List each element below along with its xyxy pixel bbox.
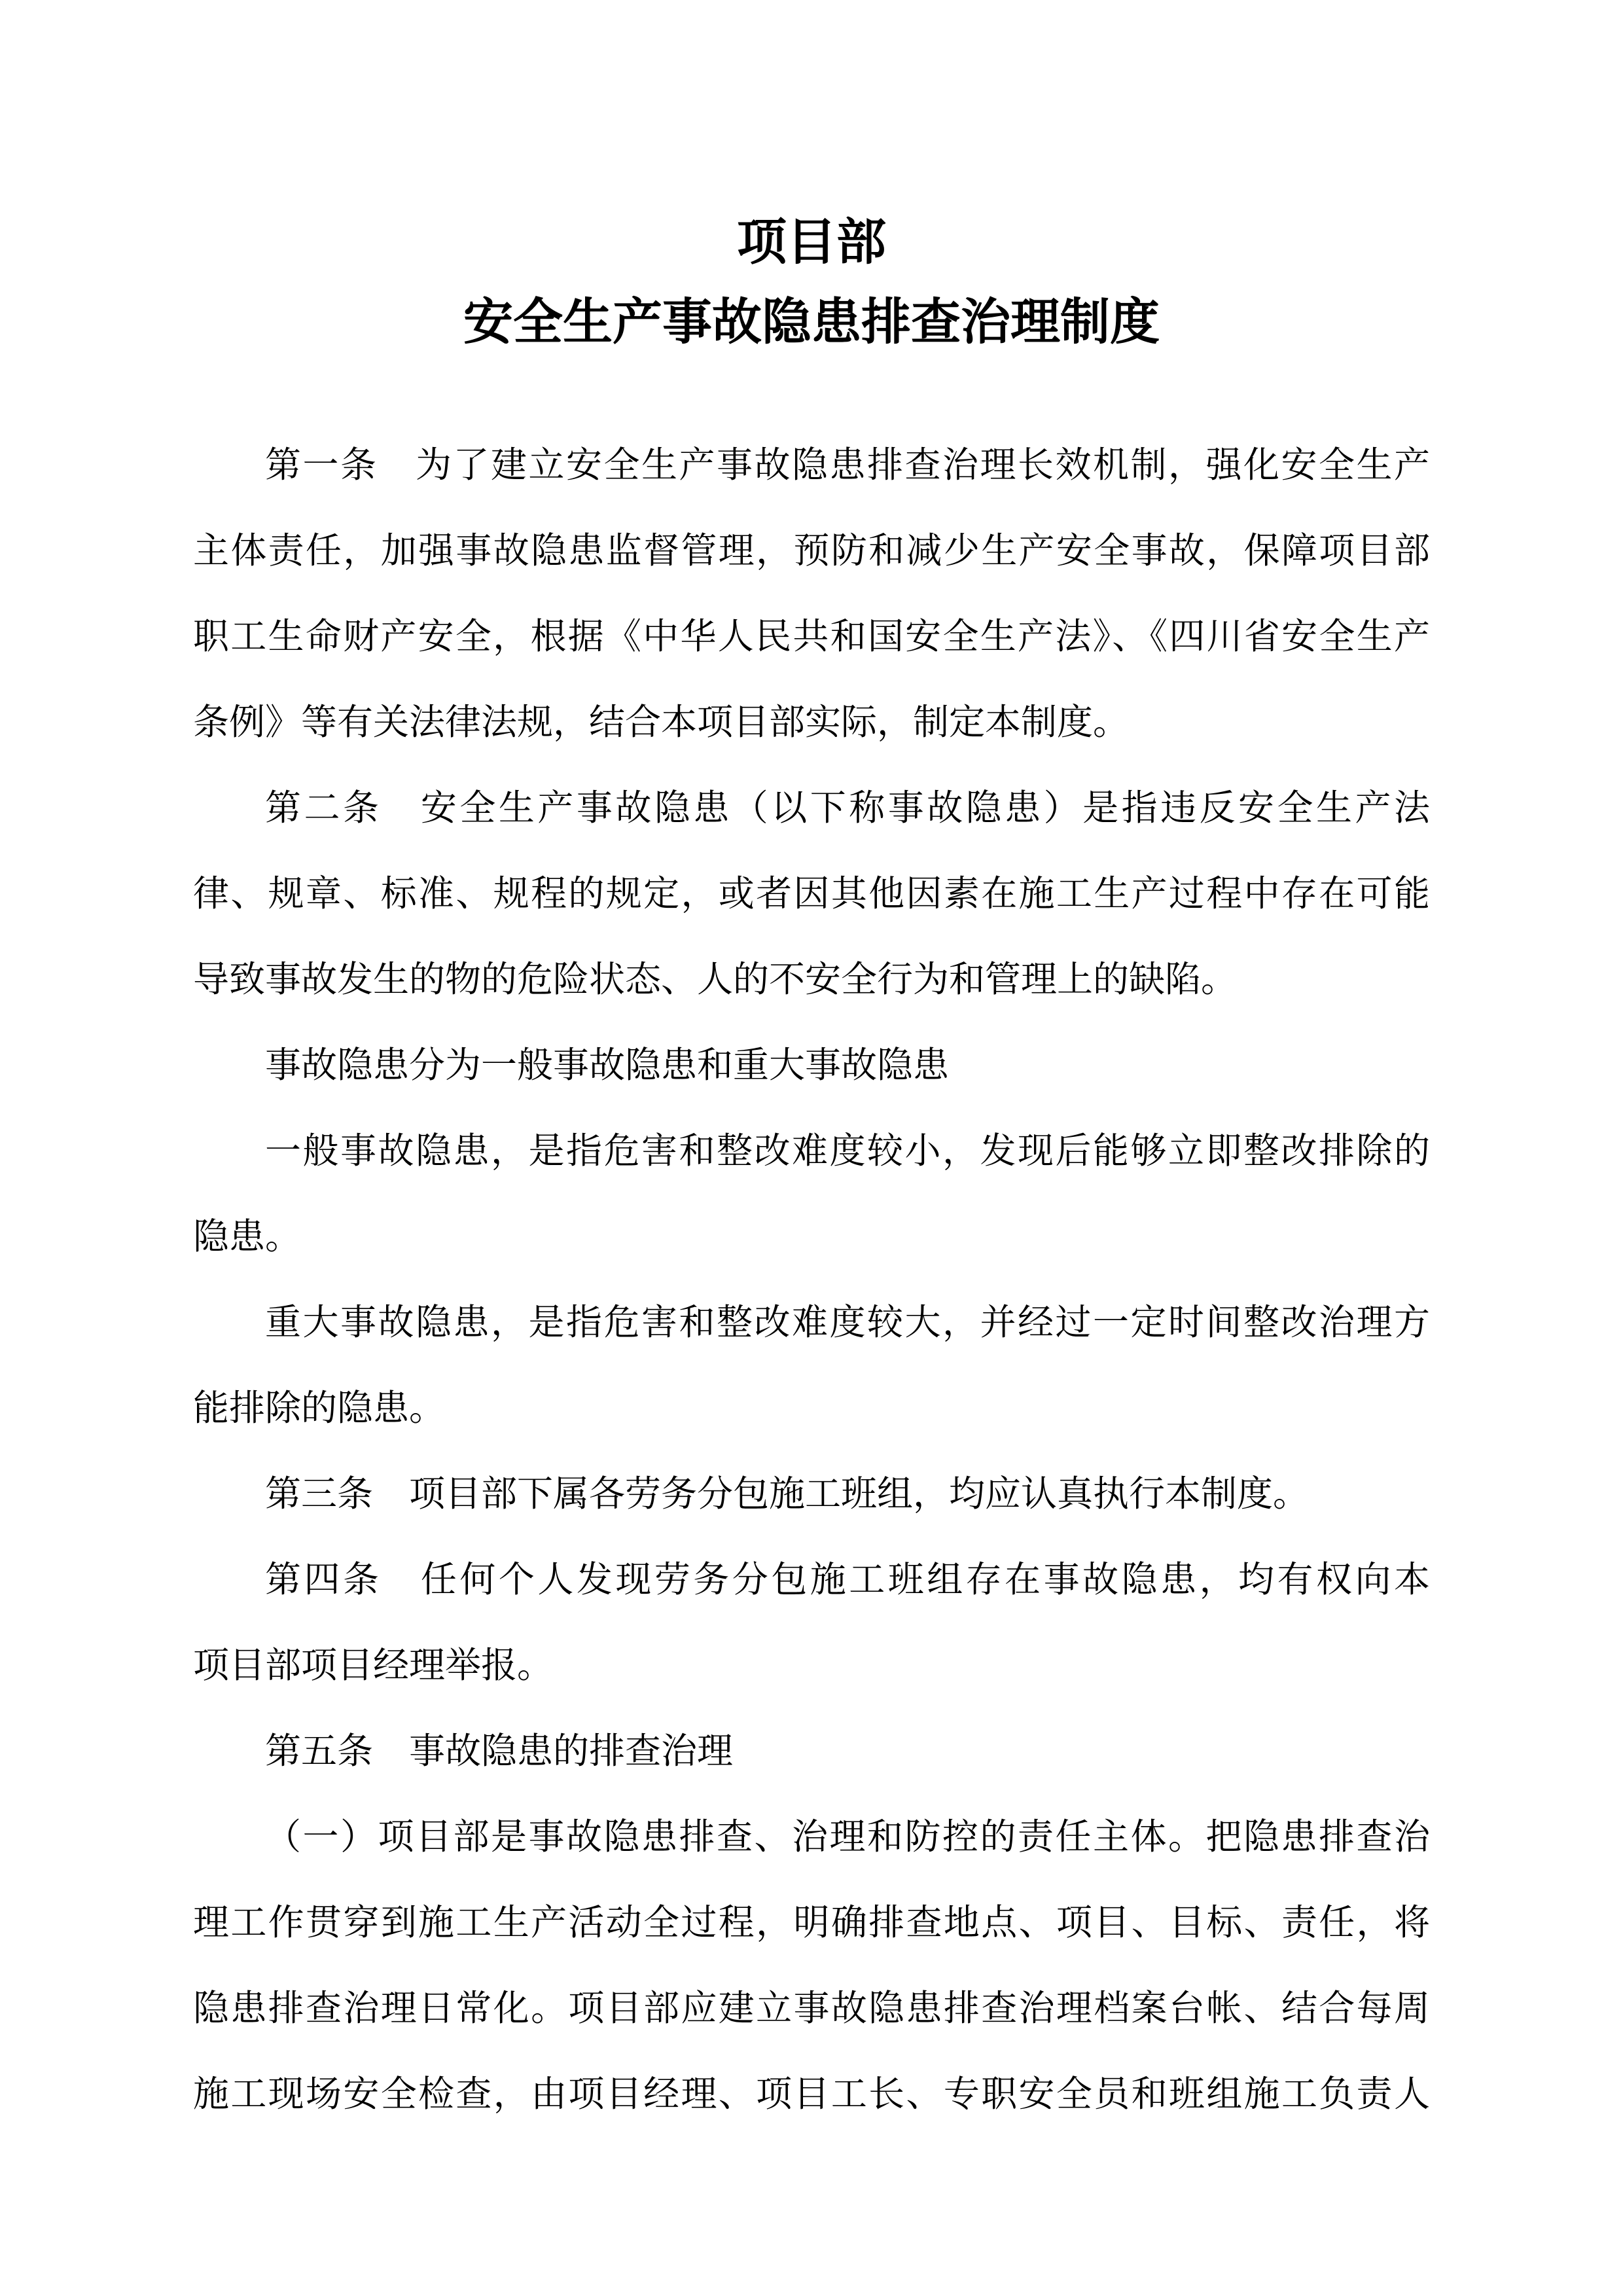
doc-text-line: 能排除的隐患。 [193,1388,446,1428]
doc-text-line: 职工生命财产安全，根据《中华人民共和国安全生产法》、《四川省安全生产 [193,617,1430,656]
doc-text-line: 第一条 为了建立安全生产事故隐患排查治理长效机制，强化安全生产 [265,445,1430,485]
doc-text-line: 第二条 安全生产事故隐患（以下称事故隐患）是指违反安全生产法 [265,788,1430,828]
doc-text-line: 导致事故发生的物的危险状态、人的不安全行为和管理上的缺陷。 [193,960,1238,999]
doc-text-line: 第四条 任何个人发现劳务分包施工班组存在事故隐患，均有权向本 [265,1560,1430,1600]
page-subtitle: 安全生产事故隐患排查治理制度 [463,295,1160,350]
doc-text-line: 项目部项目经理举报。 [193,1645,554,1685]
doc-text-line: 隐患。 [193,1217,302,1257]
doc-text-line: （一）项目部是事故隐患排查、治理和防控的责任主体。把隐患排查治 [265,1817,1430,1857]
doc-text-line: 第三条 项目部下属各劳务分包施工班组，均应认真执行本制度。 [265,1474,1310,1514]
doc-text-line: 一般事故隐患，是指危害和整改难度较小，发现后能够立即整改排除的 [265,1131,1430,1171]
document-body [193,422,1430,2137]
doc-text-line: 理工作贯穿到施工生产活动全过程，明确排查地点、项目、目标、责任，将 [193,1903,1430,1943]
doc-text-line: 重大事故隐患，是指危害和整改难度较大，并经过一定时间整改治理方 [265,1302,1430,1342]
doc-text-line: 主体责任，加强事故隐患监督管理，预防和减少生产安全事故，保障项目部 [193,531,1430,571]
doc-text-line: 隐患排查治理日常化。项目部应建立事故隐患排查治理档案台帐、结合每周 [193,1988,1430,2028]
doc-text-line: 条例》等有关法律法规，结合本项目部实际，制定本制度。 [193,702,1130,742]
page-title: 项目部 [737,215,886,270]
doc-text-line: 第五条 事故隐患的排查治理 [265,1731,734,1771]
doc-text-line: 律、规章、标准、规程的规定，或者因其他因素在施工生产过程中存在可能 [193,874,1430,914]
doc-text-line: 事故隐患分为一般事故隐患和重大事故隐患 [265,1045,950,1085]
document-header [193,203,1430,363]
doc-text-line: 施工现场安全检查，由项目经理、项目工长、专职安全员和班组施工负责人 [193,2074,1430,2114]
